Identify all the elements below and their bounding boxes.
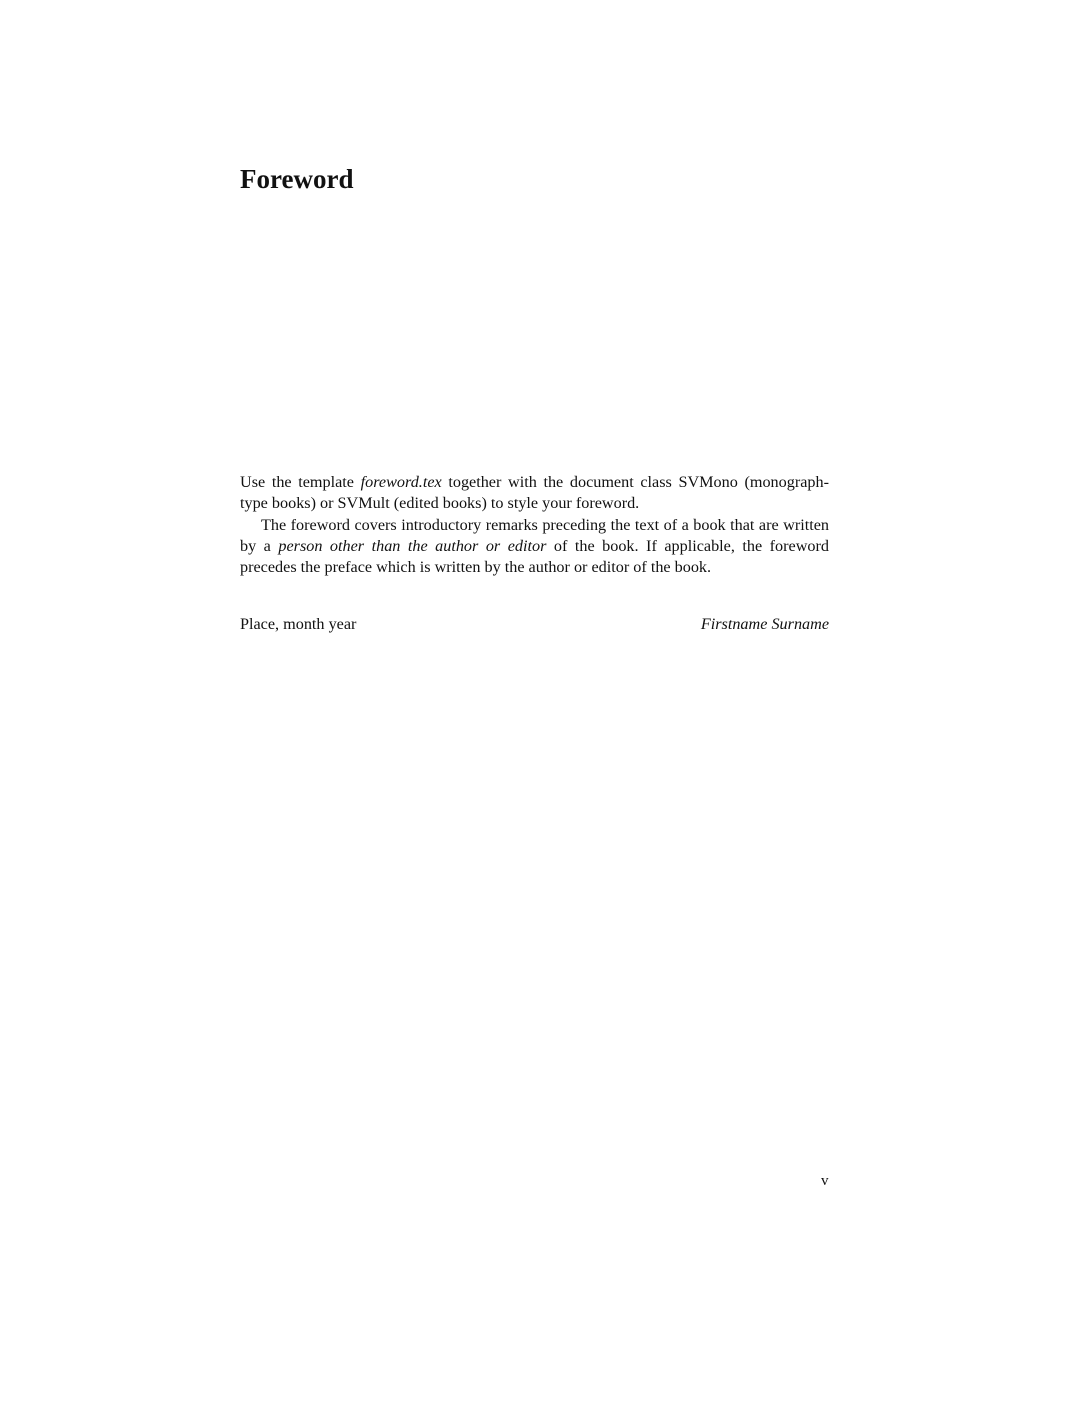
template-filename: foreword.tex xyxy=(360,473,442,491)
paragraph-text: Use the template xyxy=(240,473,361,491)
place-date: Place, month year xyxy=(240,615,357,633)
signature-line xyxy=(240,614,829,635)
emphasized-text: person other than the author or editor xyxy=(278,536,547,555)
page-title: Foreword xyxy=(240,164,354,194)
author-name: Firstname Surname xyxy=(700,615,829,633)
paragraph-text: The foreword covers introductory remarks preceding the text of a book that are written by a xyxy=(240,515,829,555)
paragraph-template-usage xyxy=(240,472,829,515)
page-number: v xyxy=(821,1173,829,1189)
paragraph-text: of the book. If applicable, the foreword precedes the preface which is written by the author or editor of the book. xyxy=(240,536,829,577)
paragraph-text: together with the document class SVMono (monograph-type books) or SVMult (edited books) to style your foreword. xyxy=(240,473,829,513)
paragraph-foreword-description xyxy=(240,515,829,579)
foreword-body xyxy=(240,472,829,578)
